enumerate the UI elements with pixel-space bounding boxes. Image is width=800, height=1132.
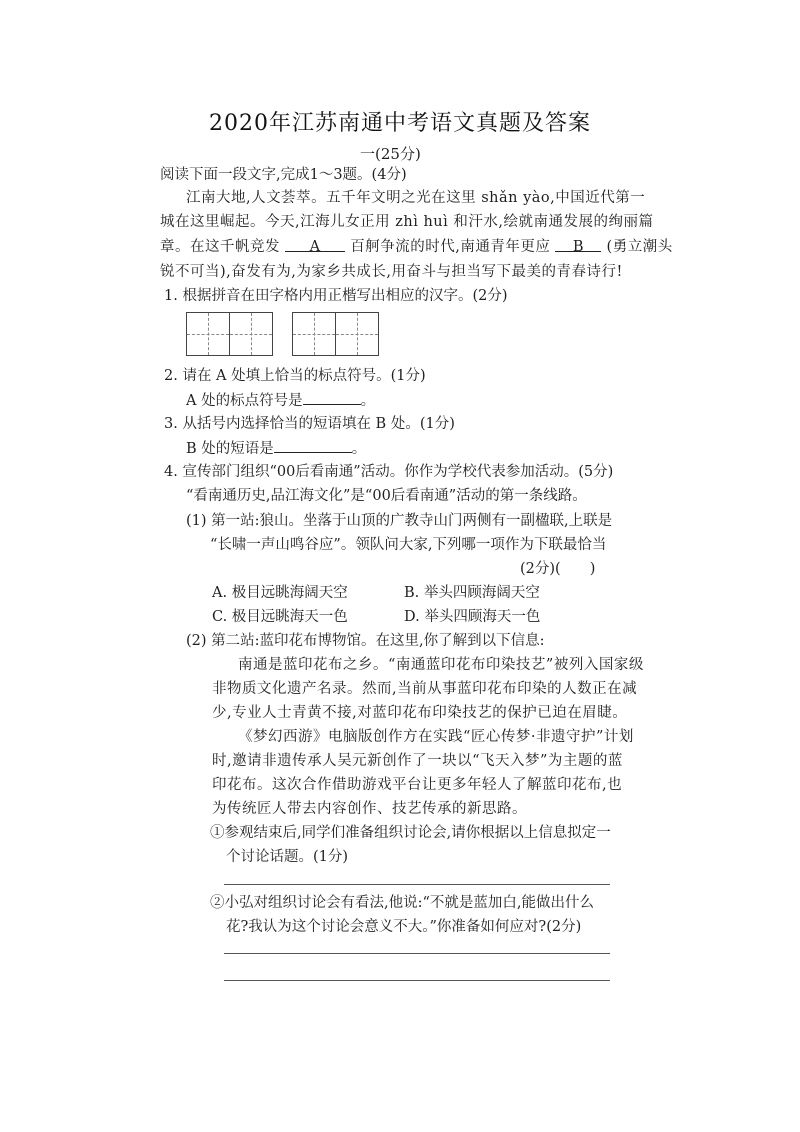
q3-answer-prefix: B 处的短语是 [186,441,274,457]
question-3: 3. 从括号内选择恰当的短语填在 B 处。(1分) [164,416,455,432]
sub-question-1-line-2: 个讨论话题。(1分) [226,849,349,865]
question-4-1-line-2: “长啸一声山鸣谷应”。领队问大家,下列哪一项作为下联最恰当 [210,537,607,553]
sub-question-2-line-2: 花?我认为这个讨论会意义不大。”你准备如何应对?(2分) [226,919,582,935]
info-p1-line-3: 少,专业人士青黄不接,对蓝印花布印染技艺的保护已迫在眉睫。 [212,705,628,721]
option-b[interactable]: B. 举头四顾海阔天空 [404,585,540,601]
question-2: 2. 请在 A 处填上恰当的标点符号。(1分) [164,368,426,384]
info-p1-line-1: 南通是蓝印花布之乡。“南通蓝印花布印染技艺”被列入国家级 [238,657,644,673]
passage-line-1: 江南大地,人文荟萃。五千年文明之光在这里 shǎn yào,中国近代第一 [186,190,646,206]
info-p1-line-2: 非物质文化遗产名录。然而,当前从事蓝印花布印染的人数正在减 [212,681,638,697]
tian-cell[interactable] [292,312,336,356]
blank-b[interactable] [555,237,601,255]
page-title: 2020年江苏南通中考语文真题及答案 [209,111,591,136]
question-3-answer [186,438,366,459]
reading-instruction: 阅读下面一段文字,完成1～3题。(4分) [160,167,407,183]
question-4-route: “看南通历史,品江海文化”是“00后看南通”活动的第一条线路。 [186,488,587,504]
passage-line-3 [160,237,673,257]
tian-grid-group-1 [186,312,273,356]
blank-b-label: B [572,239,585,255]
answer-line-1[interactable] [224,884,610,885]
info-p2-line-2: 时,邀请非遗传承人吴元新创作了一块以“飞天入梦”为主题的蓝 [212,753,623,769]
blank-a-label: A [309,239,321,255]
q2-answer-prefix: A 处的标点符号是 [186,393,303,409]
tian-cell[interactable] [335,312,379,356]
tian-cell[interactable] [186,312,230,356]
info-p2-line-3: 印花布。这次合作借助游戏平台让更多年轻人了解蓝印花布,也 [212,777,623,793]
option-d[interactable]: D. 举头四顾海天一色 [404,609,541,625]
question-4-1-line-1: (1) 第一站:狼山。坐落于山顶的广教寺山门两侧有一副楹联,上联是 [186,513,613,529]
question-4: 4. 宣传部门组织“00后看南通”活动。你作为学校代表参加活动。(5分) [164,464,614,480]
question-4-1-score: (2分)( ) [520,561,596,577]
question-1: 1. 根据拼音在田字格内用正楷写出相应的汉字。(2分) [164,288,508,304]
question-4-2-intro: (2) 第二站:蓝印花布博物馆。在这里,你了解到以下信息: [186,633,545,649]
question-2-answer [186,390,375,411]
q2-answer-blank[interactable] [303,390,361,405]
q2-answer-suffix: 。 [360,393,376,409]
q3-answer-blank[interactable] [274,438,352,453]
sub-question-2-line-1: ②小弘对组织讨论会有看法,他说:“不就是蓝加白,能做出什么 [210,895,595,911]
passage-line-4: 锐不可当),奋发有为,为家乡共成长,用奋斗与担当写下最美的青春诗行! [160,264,623,280]
q3-answer-suffix: 。 [351,441,367,457]
answer-line-3[interactable] [224,980,610,981]
tian-grid-group-2 [292,312,379,356]
blank-a[interactable] [285,237,345,255]
passage-line-3b: 百舸争流的时代,南通青年更应 [350,239,551,255]
section-heading: 一(25分) [360,145,421,163]
passage-line-3c: (勇立潮头 [606,239,673,255]
sub-question-1-line-1: ①参观结束后,同学们准备组织讨论会,请你根据以上信息拟定一 [210,825,611,841]
answer-line-2[interactable] [224,953,610,954]
passage-line-2: 城在这里崛起。今天,江海儿女正用 zhì huì 和汗水,绘就南通发展的绚丽篇 [160,214,654,230]
passage-line-3a: 章。在这千帆竞发 [160,239,280,255]
info-p2-line-1: 《梦幻西游》电脑版创作方在实践“匠心传梦·非遗守护”计划 [238,729,634,745]
option-a[interactable]: A. 极目远眺海阔天空 [212,585,348,601]
info-p2-line-4: 为传统匠人带去内容创作、技艺传承的新思路。 [212,801,527,817]
tian-cell[interactable] [229,312,273,356]
option-c[interactable]: C. 极目远眺海天一色 [212,609,348,625]
